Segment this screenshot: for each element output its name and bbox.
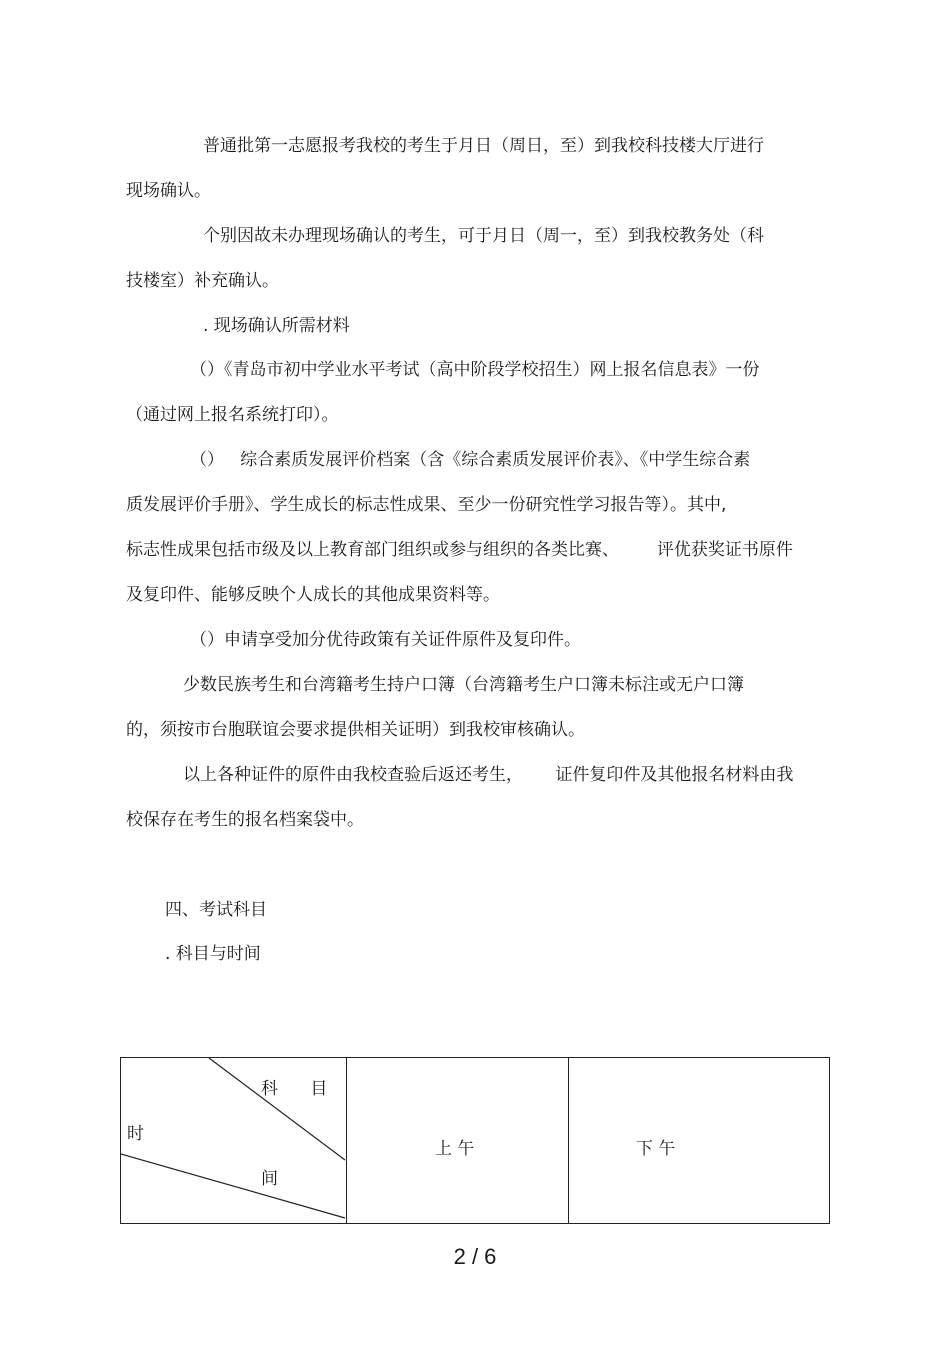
header-subject-label: 科 目 — [261, 1079, 328, 1099]
column-morning: 上 午 — [435, 1139, 475, 1159]
section-subheading: . 科目与时间 — [165, 944, 261, 964]
header-time-label: 时 — [127, 1124, 144, 1144]
paragraph-line: （） 综合素质发展评价档案（含《综合素质发展评价表》、《中学生综合素 — [190, 450, 751, 470]
column-divider — [346, 1058, 347, 1223]
paragraph-line: 的，须按市台胞联谊会要求提供相关证明）到我校审核确认。 — [126, 720, 585, 740]
paragraph-line: 及复印件、能够反映个人成长的其他成果资料等。 — [126, 585, 500, 605]
paragraph-line: 标志性成果包括市级及以上教育部门组织或参与组织的各类比赛、 评优获奖证书原件 — [126, 540, 793, 560]
paragraph-line: 以上各种证件的原件由我校查验后返还考生， 证件复印件及其他报名材料由我 — [183, 765, 794, 785]
paragraph-line: 普通批第一志愿报考我校的考生于月日（周日，至）到我校科技楼大厅进行 — [203, 136, 764, 156]
header-time-label-bottom: 间 — [261, 1169, 278, 1189]
paragraph-line: . 现场确认所需材料 — [203, 316, 350, 336]
paragraph-line: 现场确认。 — [126, 181, 211, 201]
paragraph-line: 个别因故未办理现场确认的考生，可于月日（周一，至）到我校教务处（科 — [203, 226, 764, 246]
schedule-table — [120, 1057, 830, 1224]
page-number: 2 / 6 — [453, 1244, 497, 1269]
paragraph-line: 校保存在考生的报名档案袋中。 — [126, 810, 364, 830]
paragraph-line: 少数民族考生和台湾籍考生持户口簿（台湾籍考生户口簿未标注或无户口簿 — [183, 675, 744, 695]
paragraph-line: （）《青岛市初中学业水平考试（高中阶段学校招生）网上报名信息表》一份 — [190, 360, 760, 380]
column-divider — [568, 1058, 569, 1223]
section-heading: 四、考试科目 — [165, 900, 267, 920]
paragraph-line: （通过网上报名系统打印）。 — [126, 405, 339, 425]
paragraph-line: 质发展评价手册》、学生成长的标志性成果、至少一份研究性学习报告等）。其中, — [126, 495, 727, 515]
column-afternoon: 下 午 — [636, 1139, 676, 1159]
paragraph-line: （）申请享受加分优待政策有关证件原件及复印件。 — [190, 630, 581, 650]
paragraph-line: 技楼室）补充确认。 — [126, 271, 279, 291]
